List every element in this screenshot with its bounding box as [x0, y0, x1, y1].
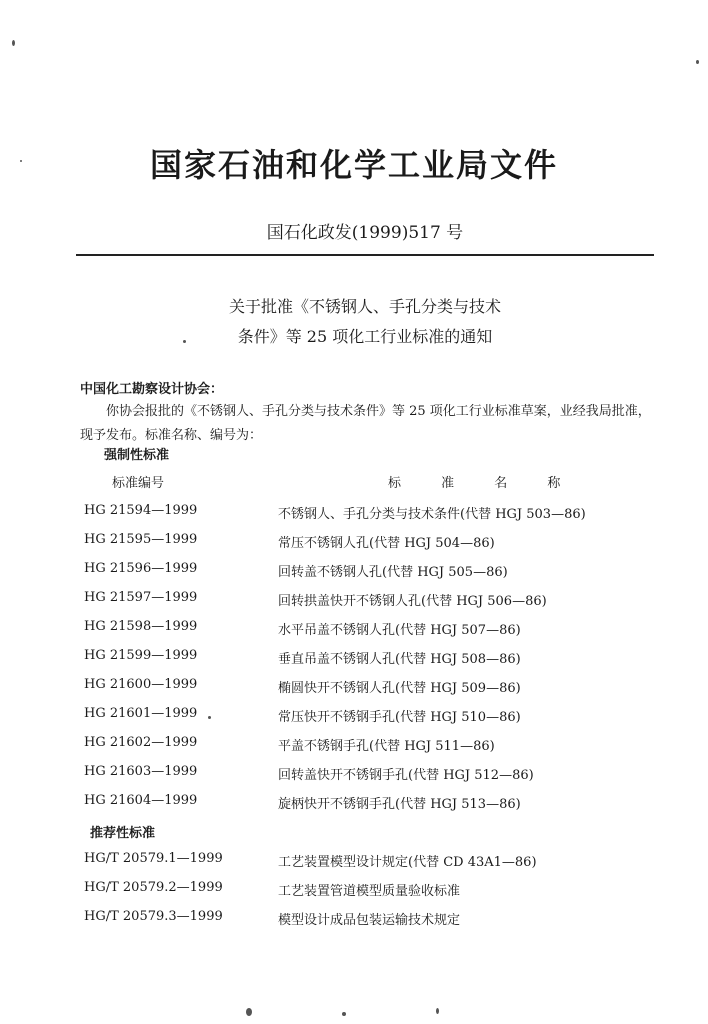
addressee: 中国化工勘察设计协会：	[80, 382, 224, 397]
standard-name: 水平吊盖不锈钢人孔(代替 HGJ 507—86)	[278, 623, 521, 638]
standard-code: HG/T 20579.2—1999	[84, 880, 223, 895]
table-row	[0, 764, 708, 786]
standard-code: HG 21596—1999	[84, 561, 198, 576]
standard-code: HG 21601—1999	[84, 706, 198, 721]
table-row	[0, 793, 708, 815]
standard-name: 回转盖快开不锈钢手孔(代替 HGJ 512—86)	[278, 768, 534, 783]
header-rule	[76, 254, 654, 256]
table-row	[0, 735, 708, 757]
table-row	[0, 880, 708, 902]
body-paragraph: 你协会报批的《不锈钢人、手孔分类与技术条件》等 25 项化工行业标准草案，业经我局批准，现予发布。标准名称、编号为：	[80, 404, 651, 443]
column-header-name: 标 准 名 称	[388, 476, 579, 491]
standard-name: 旋柄快开不锈钢手孔(代替 HGJ 513—86)	[278, 797, 521, 812]
table-row	[0, 590, 708, 612]
scan-speck	[436, 1008, 439, 1014]
subject-line-2: 条件》等 25 项化工行业标准的通知	[237, 327, 493, 346]
standard-code: HG 21598—1999	[84, 619, 198, 634]
table-row	[0, 677, 708, 699]
table-row	[0, 561, 708, 583]
standard-code: HG 21594—1999	[84, 503, 198, 518]
standard-name: 模型设计成品包装运输技术规定	[278, 913, 461, 928]
table-row	[0, 909, 708, 931]
table-row	[0, 503, 708, 525]
standard-code: HG/T 20579.3—1999	[84, 909, 223, 924]
table-row	[0, 851, 708, 873]
subject-line-1: 关于批准《不锈钢人、手孔分类与技术	[228, 297, 501, 316]
column-header-code: 标准编号	[112, 476, 165, 491]
document-title: 国家石油和化学工业局文件	[149, 146, 558, 184]
standard-code: HG 21602—1999	[84, 735, 198, 750]
scan-speck	[208, 716, 211, 719]
standard-name: 常压不锈钢人孔(代替 HGJ 504—86)	[278, 536, 495, 551]
scan-speck	[183, 340, 186, 343]
table-row	[0, 706, 708, 728]
scan-speck	[12, 40, 15, 46]
standard-name: 椭圆快开不锈钢人孔(代替 HGJ 509—86)	[278, 681, 521, 696]
standard-name: 常压快开不锈钢手孔(代替 HGJ 510—86)	[278, 710, 521, 725]
standard-name: 回转拱盖快开不锈钢人孔(代替 HGJ 506—86)	[278, 594, 547, 609]
standard-code: HG 21600—1999	[84, 677, 198, 692]
standard-name: 回转盖不锈钢人孔(代替 HGJ 505—86)	[278, 565, 508, 580]
scan-speck	[246, 1008, 252, 1016]
table-row	[0, 619, 708, 641]
section-mandatory: 强制性标准	[104, 448, 170, 463]
standard-name: 不锈钢人、手孔分类与技术条件(代替 HGJ 503—86)	[278, 507, 586, 522]
standard-code: HG 21595—1999	[84, 532, 198, 547]
standard-code: HG 21604—1999	[84, 793, 198, 808]
scan-speck	[20, 160, 22, 162]
section-recommended: 推荐性标准	[90, 826, 156, 841]
standard-code: HG/T 20579.1—1999	[84, 851, 223, 866]
notice-subject	[0, 292, 708, 352]
standard-code: HG 21597—1999	[84, 590, 198, 605]
scan-speck	[342, 1012, 346, 1016]
standard-name: 垂直吊盖不锈钢人孔(代替 HGJ 508—86)	[278, 652, 521, 667]
table-row	[0, 648, 708, 670]
scan-speck	[696, 60, 699, 64]
table-row	[0, 532, 708, 554]
document-number: 国石化政发(1999)517 号	[266, 223, 464, 243]
standard-code: HG 21599—1999	[84, 648, 198, 663]
standard-name: 平盖不锈钢手孔(代替 HGJ 511—86)	[278, 739, 495, 754]
standard-name: 工艺装置管道模型质量验收标准	[278, 884, 461, 899]
standard-name: 工艺装置模型设计规定(代替 CD 43A1—86)	[278, 855, 537, 870]
standard-code: HG 21603—1999	[84, 764, 198, 779]
